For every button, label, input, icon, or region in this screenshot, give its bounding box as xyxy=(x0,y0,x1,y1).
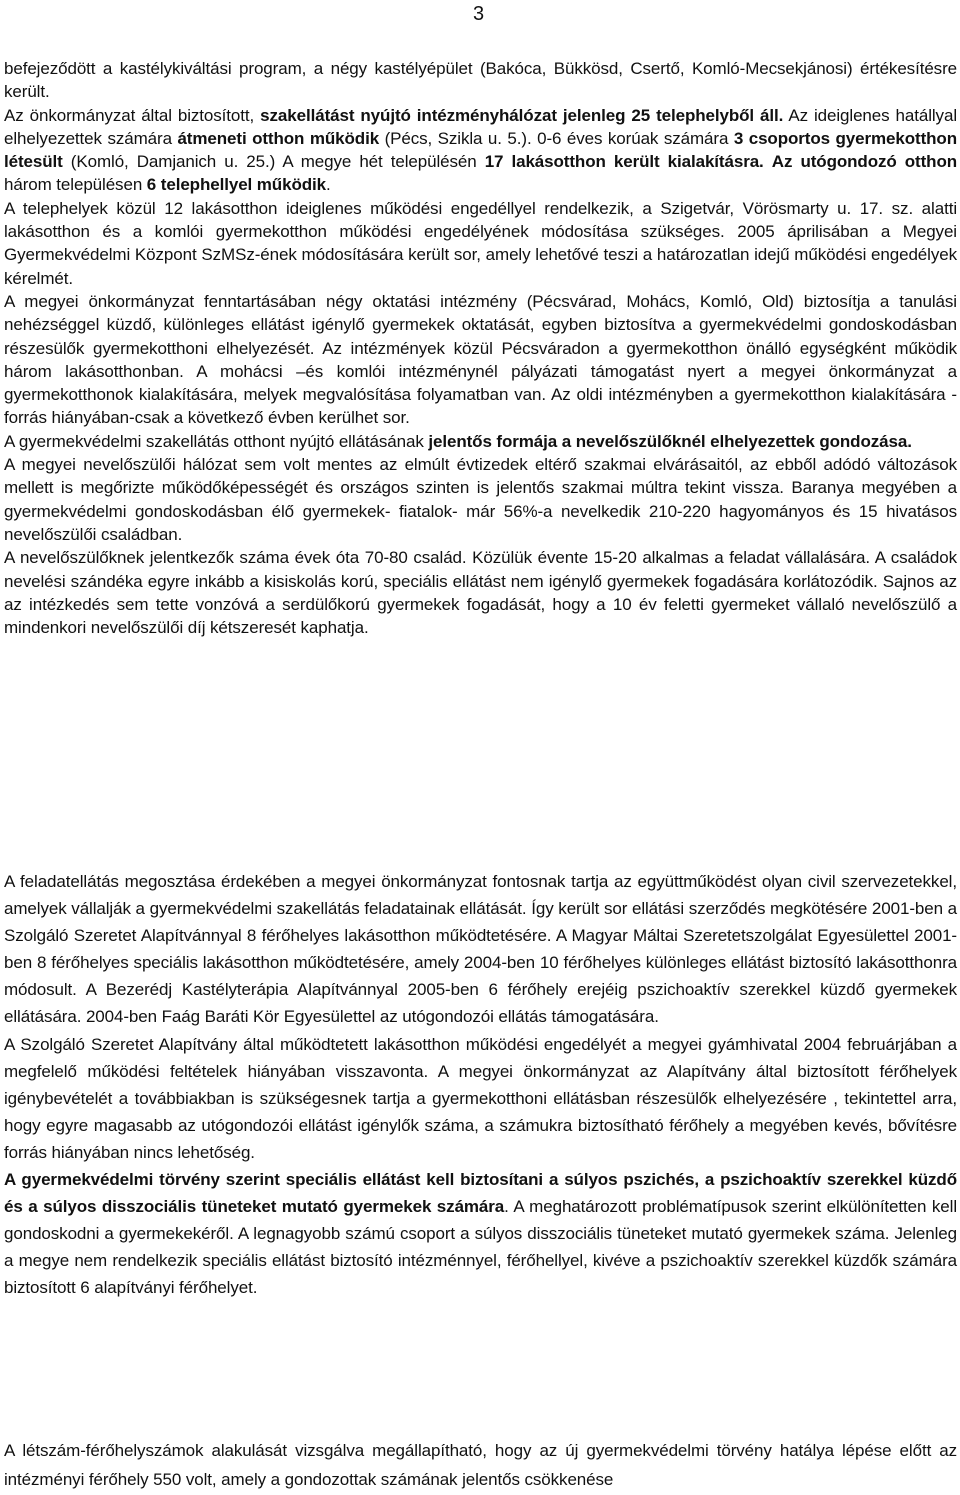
text-run: . A meghatározott problématípusok szerint elkülönítetten kell gondoskodni a gyermekekéről. A legnagyobb számú csoport a súlyos disszociális tüneteket mutató gyermekek száma. Jelenleg a megye nem rendelkezik speciális ellátást biztosító intézménnyel, férőhellyel, kivéve a pszichoaktív szerekkel küzdők számára biztosított 6 alapítványi férőhelyet. xyxy=(4,1197,957,1298)
paragraph xyxy=(4,430,957,453)
text-run: A gyermekvédelmi szakellátás otthont nyújtó ellátásának xyxy=(4,431,429,451)
bold-text-run: A gyermekvédelmi törvény szerint speciális ellátást kell biztosítani a súlyos pszichés, a pszichoaktív szerekkel küzdő és a súlyos disszociális tüneteket mutató gyermekek számára xyxy=(4,1170,957,1217)
bold-text-run: Az utógondozó otthon xyxy=(771,152,958,172)
bold-text-run: 17 lakásotthon került kialakításra. xyxy=(484,152,764,172)
text-run: A nevelőszülőknek jelentkezők száma évek óta 70-80 család. Közülük évente 15-20 alkalmas a feladat vállalására. A családok nevelési szándéka egyre inkább a kisiskolás korú, speciális ellátást nem igénylő gyermekek fogadására korlátozódik. Sajnos az az intézkedés sem tette vonzóvá a serdülőkorú gyermekek fogadását, hogy a 10 év feletti gyermeket vállaló nevelőszülő a mindenkori nevelőszülői díj kétszeresét kaphatja. xyxy=(4,548,957,638)
text-run: Az ideiglenes hatállyal elhelyezettek számára xyxy=(4,105,957,148)
paragraph xyxy=(4,546,957,639)
paragraph xyxy=(4,57,957,104)
bold-text-run: átmeneti otthon működik xyxy=(177,128,380,148)
paragraph xyxy=(4,1436,957,1494)
document-section-2 xyxy=(4,868,957,1302)
page-number: 3 xyxy=(473,3,485,25)
bold-text-run: 3 csoportos gyermekotthon létesült xyxy=(4,128,957,172)
text-run: . xyxy=(326,175,331,195)
paragraph xyxy=(4,290,957,430)
text-run: befejeződött a kastélykiváltási program, a négy kastélyépület (Bakóca, Bükkösd, Csertő, Komló-Mecsekjánosi) értékesítésre került. xyxy=(4,59,957,102)
text-run: A megyei önkormányzat fenntartásában négy oktatási intézmény (Pécsvárad, Mohács, Komló, Old) biztosítja a tanulási nehézséggel küzdő, különleges ellátást igénylő gyermekek oktatását, egyben biztosítva a gyermekvédelmi gondoskodásban részesülők gyermekotthoni elhelyezését. Az intézmények közül Pécsváradon a gyermekotthon önálló egységként működik három lakásotthonban. A mohácsi –és komlói intézménynél pályázati támogatást nyert a megyei önkormányzat a gyermekotthonok kialakítására, melyek megvalósítása folyamatban van. Az oldi intézményben a gyermekotthon kialakítására -forrás hiányában-csak a következő évben kerülhet sor. xyxy=(4,291,957,428)
paragraph xyxy=(4,1166,957,1301)
text-run: A telephelyek közül 12 lakásotthon ideiglenes működési engedéllyel rendelkezik, a Szigetvár, Vörösmarty u. 17. sz. alatti lakásotthon és a komlói gyermekotthon működési engedélyének módosítása szükséges. 2005 áprilisában a Megyei Gyermekvédelmi Központ SzMSz-ének módosítására került sor, amely lehetővé teszi a határozatlan idejű működési engedélyek kérelmét. xyxy=(4,198,957,288)
paragraph xyxy=(4,868,957,1031)
paragraph xyxy=(4,104,957,197)
document-section-1 xyxy=(4,57,957,639)
text-run: Az önkormányzat által biztosított, xyxy=(4,105,261,125)
text-run: A feladatellátás megosztása érdekében a megyei önkormányzat fontosnak tartja az együttműködést olyan civil szervezetekkel, amelyek vállalják a gyermekvédelmi szakellátás feladatainak ellátását. Így került sor ellátási szerződés megkötésére 2001-ben a Szolgáló Szeretet Alapítvánnyal 8 férőhelyes lakásotthon működtetésére. A Magyar Máltai Szeretetszolgálat Egyesülettel 2001-ben 8 férőhelyes speciális lakásotthon működtetésére, amely 2004-ben 10 férőhelyes különleges ellátást biztosító lakásotthonra módosult. A Bezerédj Kastélyterápia Alapítvánnyal 2005-ben 6 férőhely erejéig pszichoaktív szerekkel küzdő gyermekek ellátására. 2004-ben Faág Baráti Kör Egyesülettel az utógondozói ellátás támogatására. xyxy=(4,872,957,1027)
document-section-3 xyxy=(4,1436,957,1494)
text-run xyxy=(764,152,772,171)
paragraph xyxy=(4,197,957,290)
text-run: (Pécs, Szikla u. 5.). 0-6 éves korúak számára xyxy=(379,128,734,148)
text-run: A megyei nevelőszülői hálózat sem volt mentes az elmúlt évtizedek eltérő szakmai elvárásaitól, az ebből adódó változások mellett is megőrizte működőképességét és országos szinten is jelentős szakmai múltra tekint vissza. Baranya megyében a gyermekvédelmi gondoskodásban élő gyermekek- fiatalok- már 56%-a nevelkedik 210-220 hagyományos és 15 hivatásos nevelőszülői családban. xyxy=(4,455,957,544)
paragraph xyxy=(4,453,957,546)
bold-text-run: jelentős formája a nevelőszülőknél elhelyezettek gondozása. xyxy=(428,431,912,451)
text-run: (Komló, Damjanich u. 25.) A megye hét településén xyxy=(62,152,485,172)
text-run: A Szolgáló Szeretet Alapítvány által működtetett lakásotthon működési engedélyét a megyei gyámhivatal 2004 februárjában a megfelelő működési feltételek hiányában visszavonta. A megyei önkormányzat az Alapítvány által biztosított férőhelyek igénybevételét a továbbiakban is szükségesnek tartja a gyermekotthoni ellátásban részesülők elhelyezésére , tekintettel arra, hogy egyre magasabb az utógondozói ellátást igénylők száma, a számukra biztosítható férőhely a megyében kevés, bővítésre forrás hiányában nincs lehetőség. xyxy=(4,1034,957,1162)
bold-text-run: szakellátást nyújtó intézményhálózat jelenleg 25 telephelyből áll. xyxy=(260,105,784,125)
bold-text-run: 6 telephellyel működik xyxy=(146,175,326,195)
text-run: három településen xyxy=(4,175,147,195)
text-run: A létszám-férőhelyszámok alakulását vizsgálva megállapítható, hogy az új gyermekvédelmi törvény hatálya lépése előtt az intézményi férőhely 550 volt, amely a gondozottak számának jelentős csökkenése xyxy=(4,1441,957,1489)
paragraph xyxy=(4,1031,957,1166)
